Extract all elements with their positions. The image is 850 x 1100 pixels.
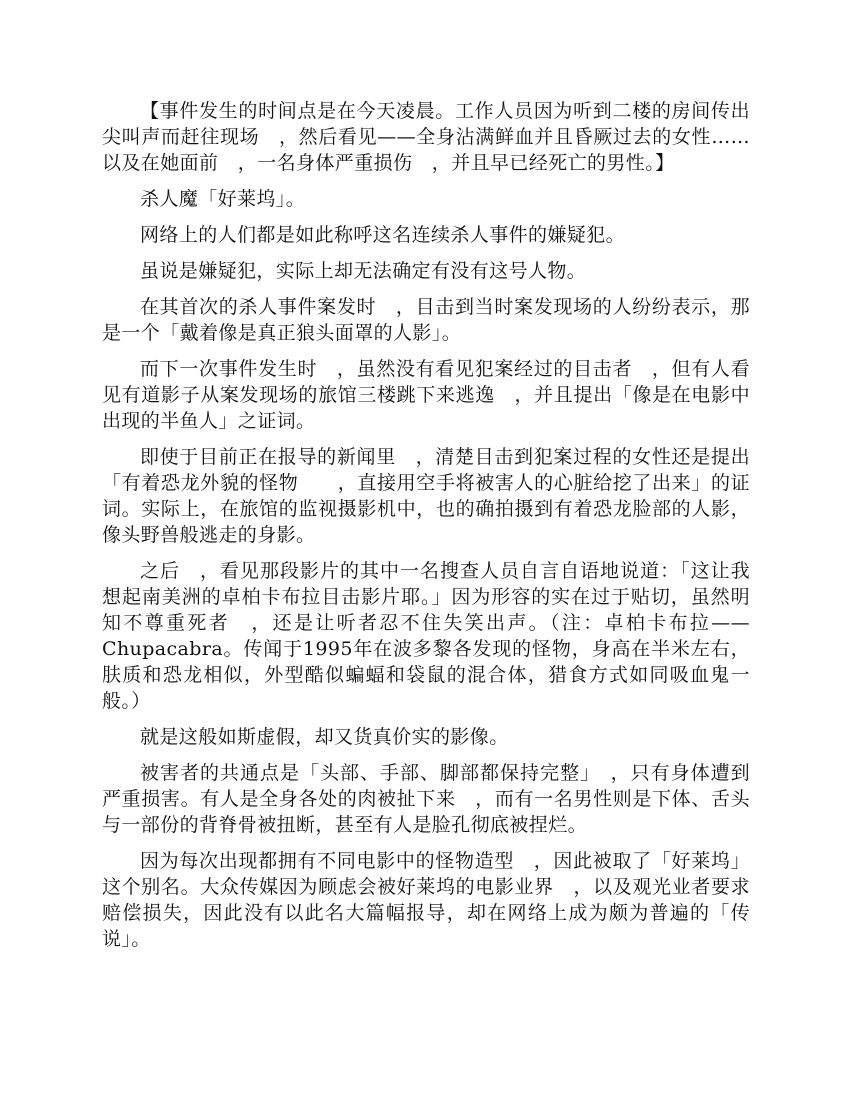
paragraph: 被害者的共通点是「头部、手部、脚部都保持完整」 ，只有身体遭到严重损害。有人是全身各处的肉被扯下来 ，而有一名男性则是下体、舌头与一部份的背脊骨被扭断，甚至有人是脸孔彻底被捏烂。 xyxy=(102,762,750,836)
paragraph: 即使于目前正在报导的新闻里 ，清楚目击到犯案过程的女性还是提出「有着恐龙外貌的怪物 ，直接用空手将被害人的心脏给挖了出来」的证词。实际上，在旅馆的监视摄影机中，也的确拍摄到有着恐龙脸部的人影，像头野兽般逃走的身影。 xyxy=(102,446,750,546)
paragraph: 就是这般如斯虚假，却又货真价实的影像。 xyxy=(140,726,509,748)
paragraph: 网络上的人们都是如此称呼这名连续杀人事件的嫌疑犯。 xyxy=(140,224,626,246)
paragraph: 之后 ，看见那段影片的其中一名搜查人员自言自语地说道：「这让我想起南美洲的卓柏卡布拉目击影片耶。」因为形容的实在过于贴切，虽然明知不尊重死者 ，还是让听者忍不住失笑出声。（注：卓柏卡布拉——Chupacabra。传闻于1995年在波多黎各发现的怪物，身高在半米左右，肤质和恐龙相似，外型酷似蝙蝠和袋鼠的混合体，猎食方式如同吸血鬼一般。） xyxy=(102,560,750,712)
document-body xyxy=(102,98,750,962)
paragraph: 虽说是嫌疑犯，实际上却无法确定有没有这号人物。 xyxy=(140,260,587,282)
paragraph: 杀人魔「好莱坞」。 xyxy=(140,188,306,210)
paragraph: 【事件发生的时间点是在今天凌晨。工作人员因为听到二楼的房间传出尖叫声而赶往现场 ，然后看见——全身沾满鲜血并且昏厥过去的女性……以及在她面前 ，一名身体严重损伤 ，并且早已经死亡的男性。】 xyxy=(102,100,750,174)
paragraph: 在其首次的杀人事件案发时 ，目击到当时案发现场的人纷纷表示，那是一个「戴着像是真正狼头面罩的人影」。 xyxy=(102,296,750,344)
paragraph: 而下一次事件发生时 ，虽然没有看见犯案经过的目击者 ，但有人看见有道影子从案发现场的旅馆三楼跳下来逃逸 ，并且提出「像是在电影中出现的半鱼人」之证词。 xyxy=(102,358,750,432)
paragraph: 因为每次出现都拥有不同电影中的怪物造型 ，因此被取了「好莱坞」这个别名。大众传媒因为顾虑会被好莱坞的电影业界 ，以及观光业者要求赔偿损失，因此没有以此名大篇幅报导，却在网络上成为颇为普遍的「传说」。 xyxy=(102,850,750,950)
